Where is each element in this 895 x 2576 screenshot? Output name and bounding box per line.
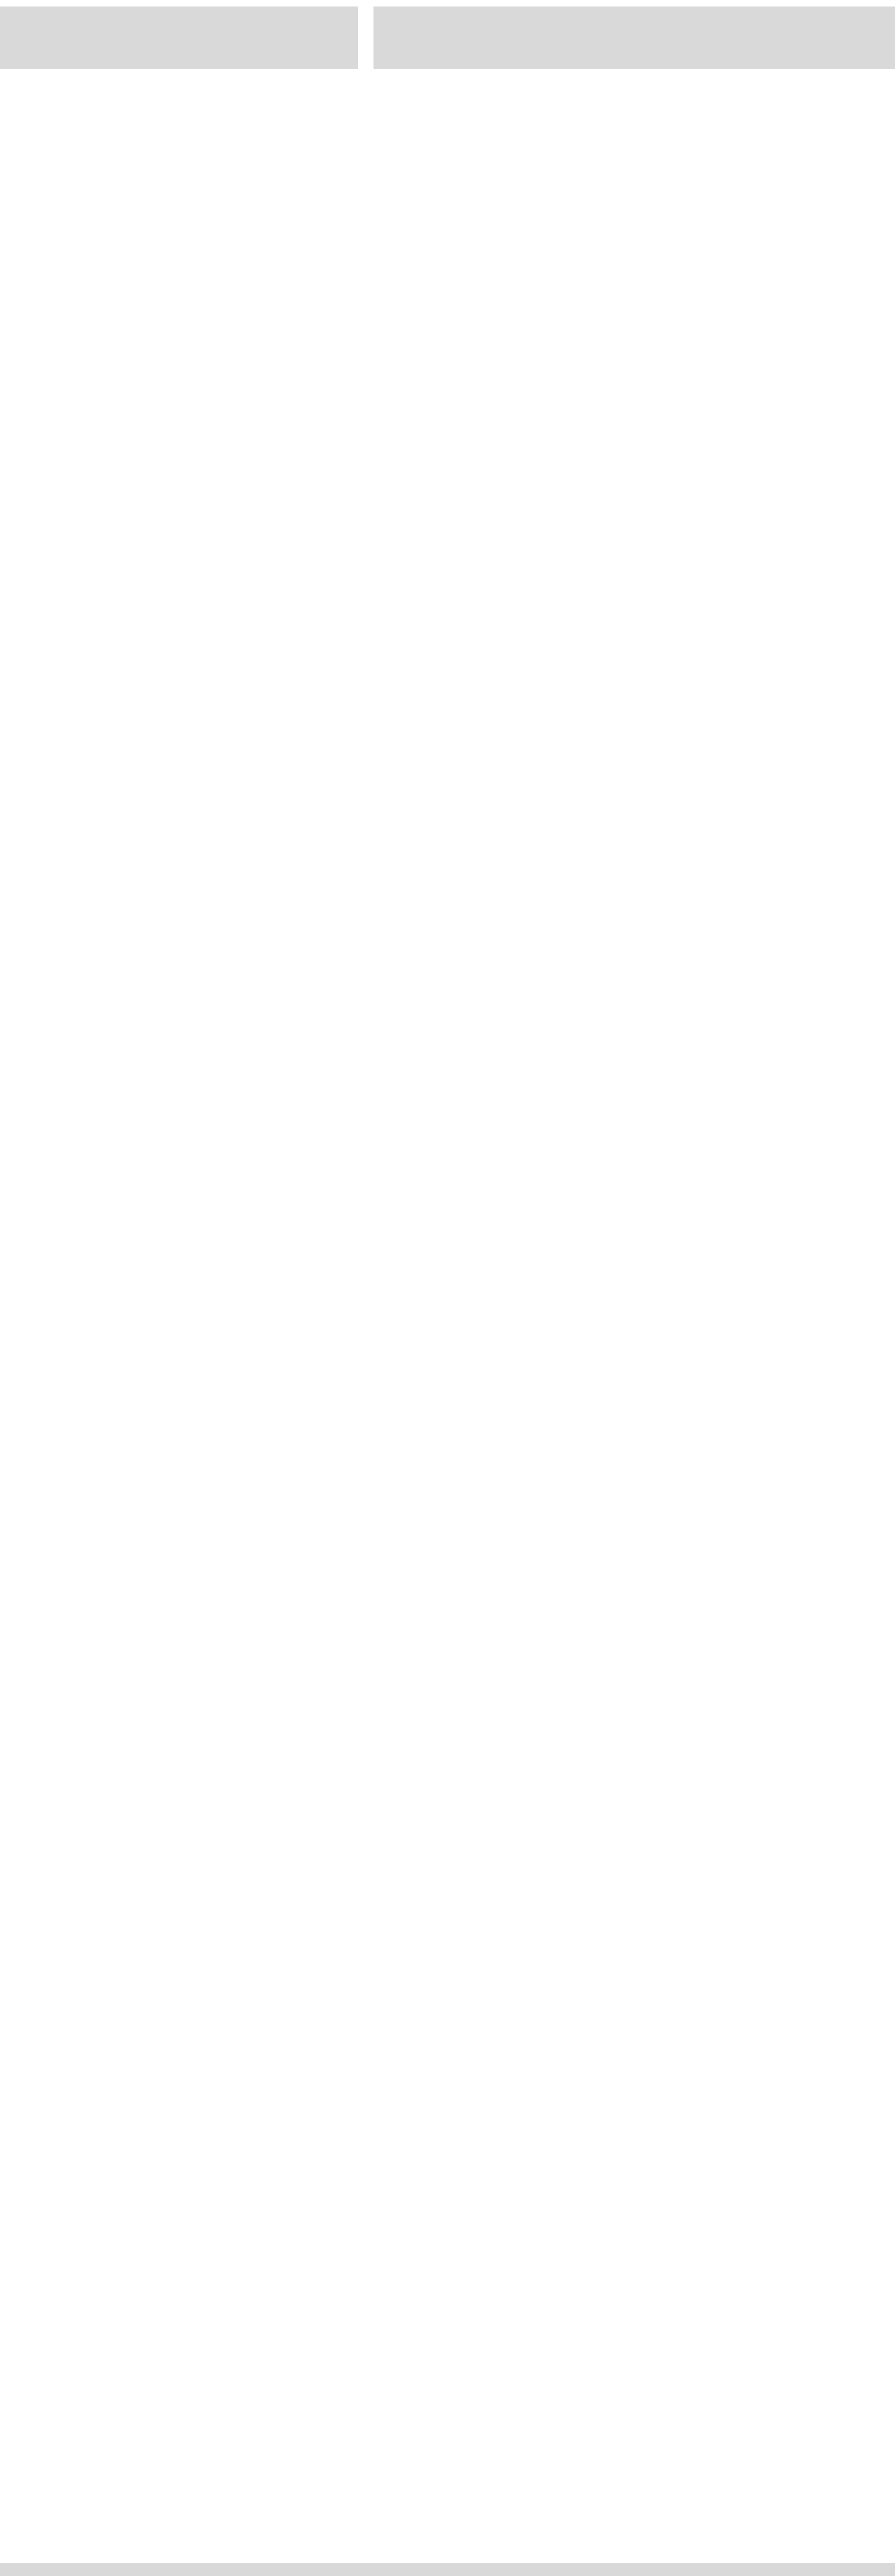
table-header-row [0,6,895,69]
bottom-strip [0,2563,895,2576]
